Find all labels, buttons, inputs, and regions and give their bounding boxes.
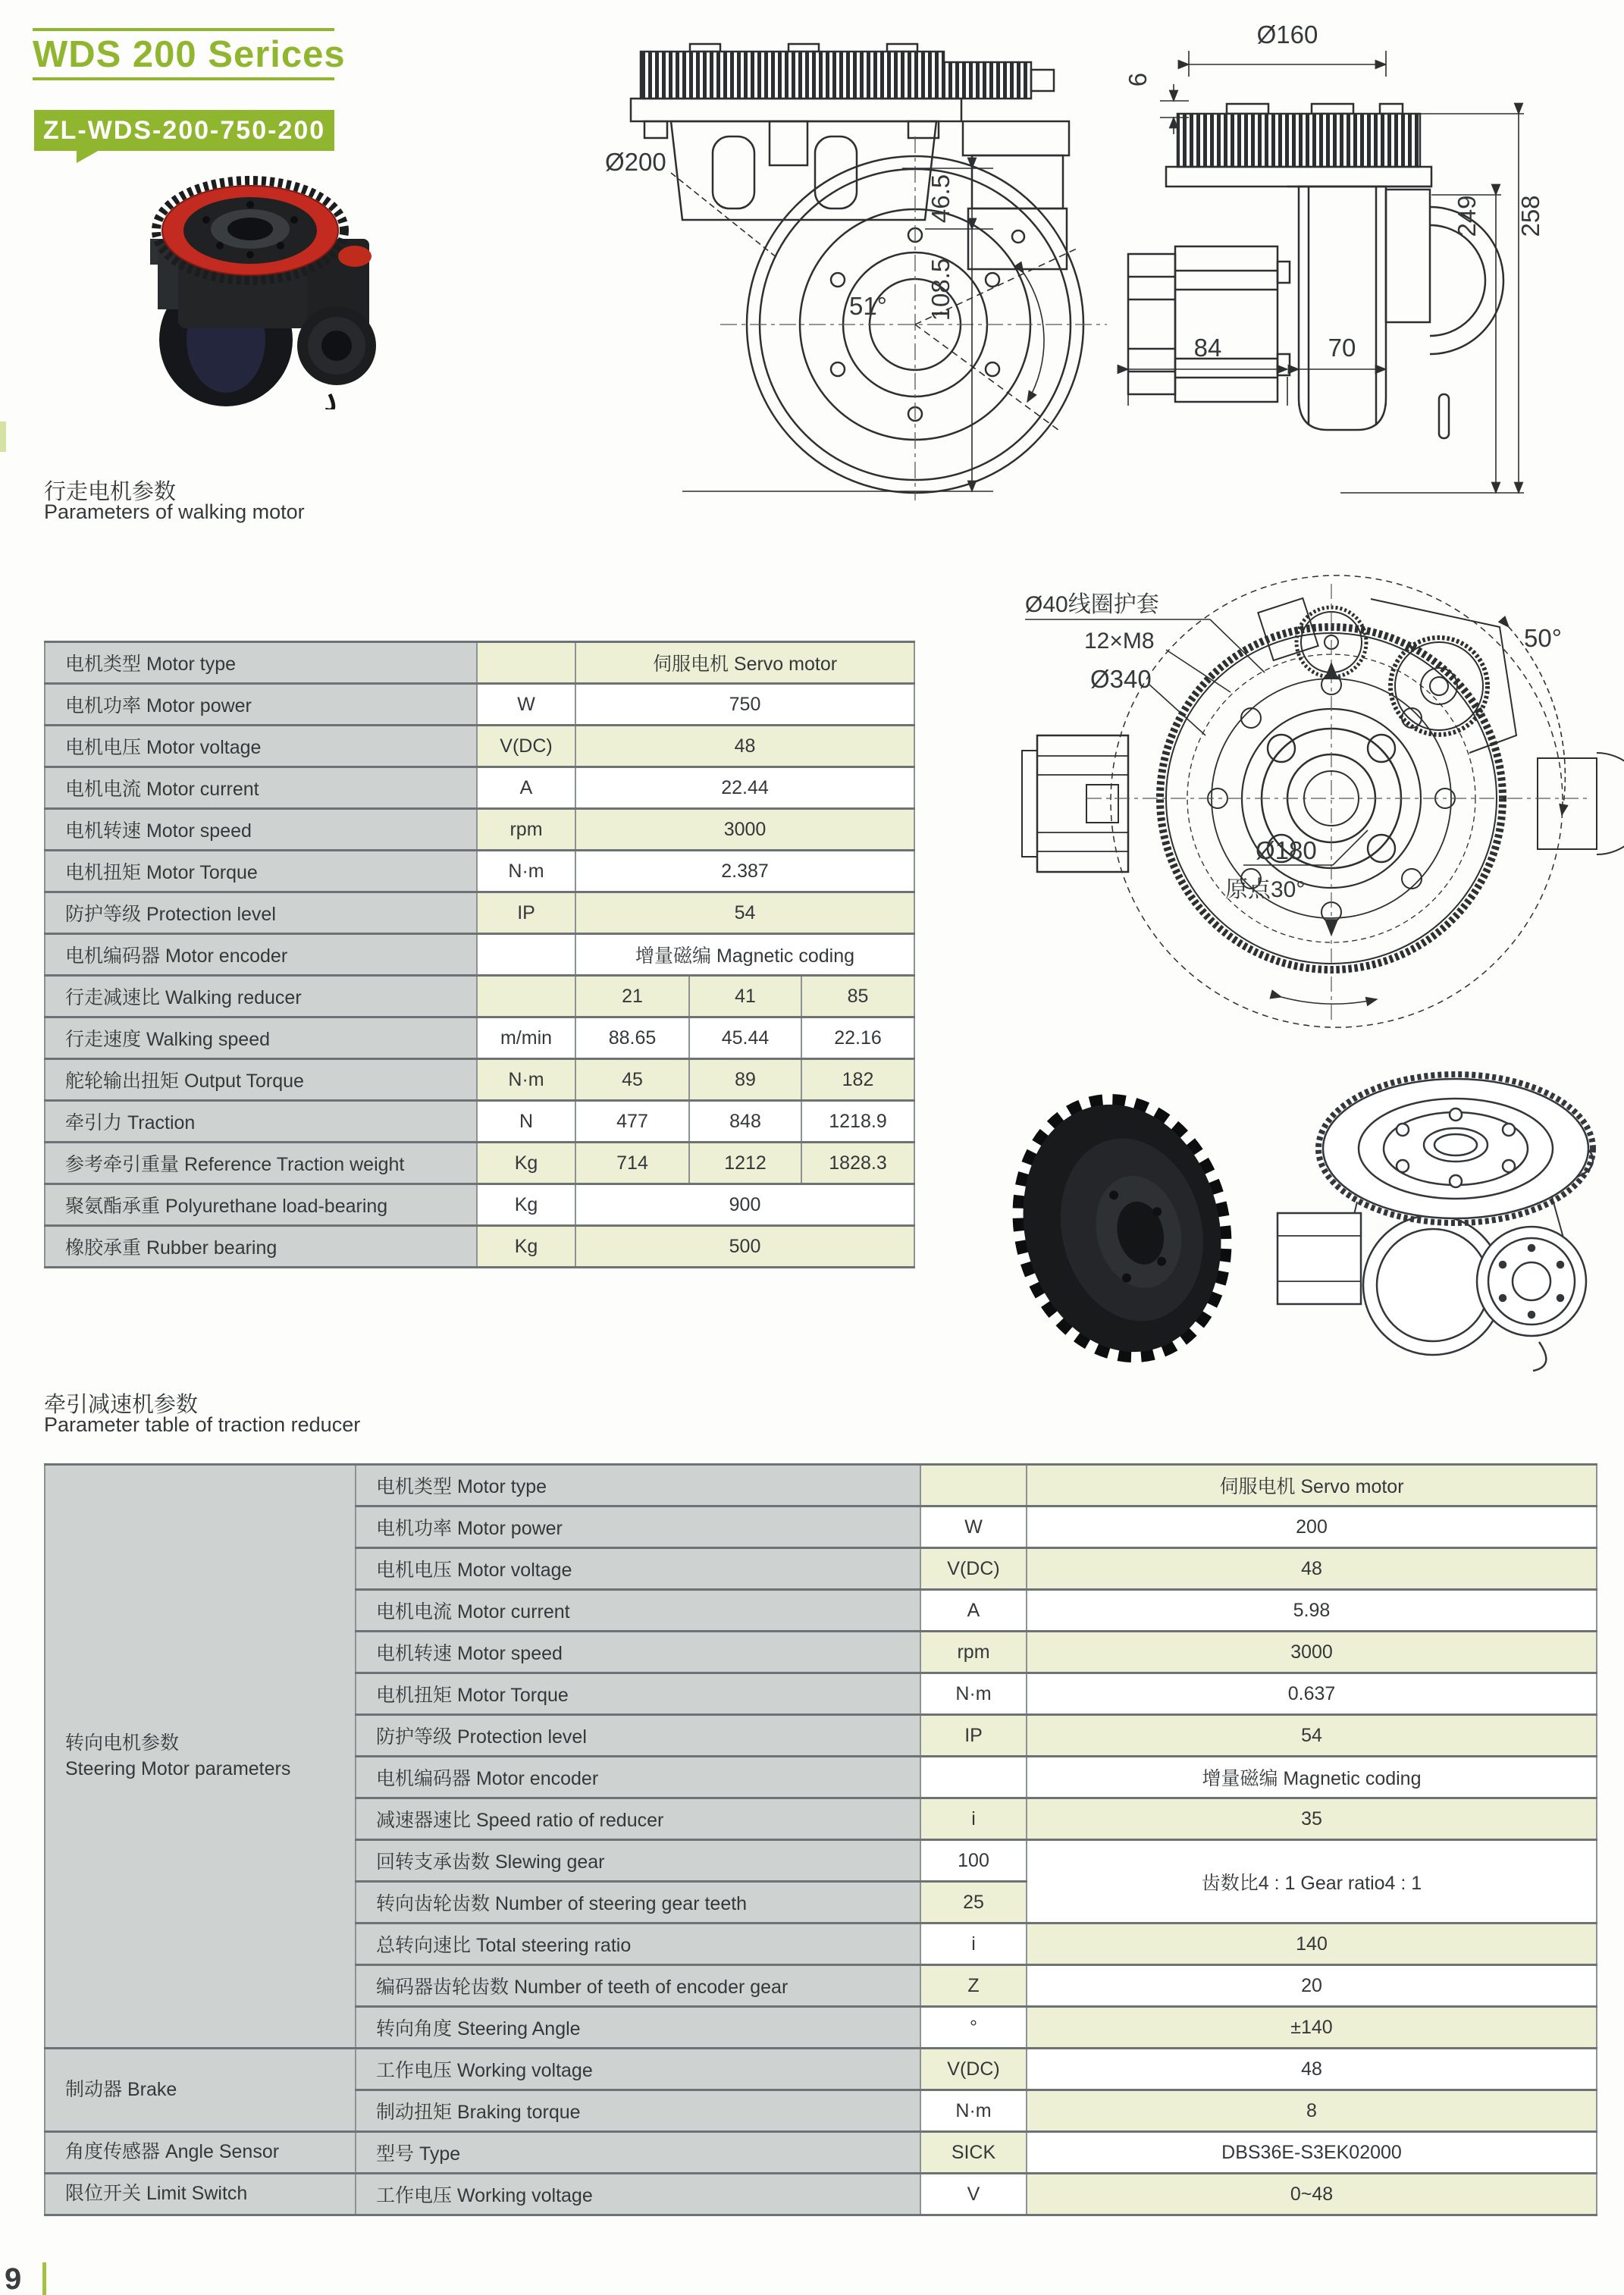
row-label: 防护等级 Protection level [356,1715,920,1757]
row-value: 477 [575,1101,689,1143]
row-value: 8 [1027,2090,1597,2132]
row-label: 行走减速比 Walking reducer [45,976,477,1017]
row-value: 54 [1027,1715,1597,1757]
row-unit: N·m [477,1059,575,1101]
section-walking-title-en: Parameters of walking motor [44,500,305,523]
row-label: 行走速度 Walking speed [45,1017,477,1059]
row-label: 总转向速比 Total steering ratio [356,1923,920,1965]
label-dia180: Ø180 [1256,836,1317,864]
row-label: 电机电压 Motor voltage [45,726,477,767]
row-label: 参考牵引重量 Reference Traction weight [45,1143,477,1184]
table-row [45,1101,914,1143]
dim-51deg: 51° [849,292,887,320]
row-value: 伺服电机 Servo motor [1027,1465,1597,1506]
row-value: 140 [1027,1923,1597,1965]
drawing-side-view [599,8,1107,500]
row-label: 橡胶承重 Rubber bearing [45,1226,477,1268]
table-row [45,726,914,767]
group-steering [45,1465,356,2049]
row-value: DBS36E-S3EK02000 [1027,2132,1597,2174]
row-label: 电机类型 Motor type [356,1465,920,1506]
page-number: 9 [5,2262,22,2295]
row-label: 转向角度 Steering Angle [356,2007,920,2049]
group-steering-en: Steering Motor parameters [65,1757,291,1779]
row-value: 714 [575,1143,689,1184]
row-unit: 25 [920,1882,1027,1923]
row-value: 89 [689,1059,801,1101]
section-traction-title-zh: 牵引减速机参数 [44,1393,199,1417]
row-value: 3000 [1027,1632,1597,1673]
row-value: 2.387 [575,851,914,892]
row-unit: Kg [477,1184,575,1226]
row-unit: V(DC) [920,2049,1027,2090]
dim-70: 70 [1328,334,1356,362]
row-unit [477,934,575,976]
row-unit: N [477,1101,575,1143]
drawing-top-view [1014,557,1624,1046]
row-label: 牵引力 Traction [45,1101,477,1143]
row-value: 500 [575,1226,914,1268]
assembly-iso-drawing [1278,1074,1593,1371]
label-50deg: 50° [1524,624,1562,652]
row-label: 制动扭矩 Braking torque [356,2090,920,2132]
dim-46-5: 46.5 [926,174,955,224]
dim-6: 6 [1124,72,1152,87]
row-unit: i [920,1923,1027,1965]
row-value: 54 [575,892,914,934]
row-value: 45.44 [689,1017,801,1059]
row-label: 转向齿轮齿数 Number of steering gear teeth [356,1882,920,1923]
table-row [45,2049,1597,2090]
row-value: 1212 [689,1143,801,1184]
row-unit: Kg [477,1143,575,1184]
row-label: 电机扭矩 Motor Torque [45,851,477,892]
row-unit: Kg [477,1226,575,1268]
row-label: 工作电压 Working voltage [356,2174,920,2215]
row-value: ±140 [1027,2007,1597,2049]
row-label: 电机功率 Motor power [356,1506,920,1548]
row-unit: N·m [920,1673,1027,1715]
row-unit: V(DC) [477,726,575,767]
row-unit: 100 [920,1840,1027,1882]
page-edge-tab [0,422,6,452]
row-unit: m/min [477,1017,575,1059]
row-label: 电机类型 Motor type [45,642,477,684]
table-row [45,1226,914,1268]
row-unit: N·m [920,2090,1027,2132]
table-row [45,642,914,684]
row-unit: N·m [477,851,575,892]
table-row [45,684,914,726]
dim-249: 249 [1453,195,1481,237]
table-row [45,2174,1597,2215]
table-row [45,892,914,934]
row-unit: ° [920,2007,1027,2049]
row-label: 聚氨酯承重 Polyurethane load-bearing [45,1184,477,1226]
row-value: 增量磁编 Magnetic coding [575,934,914,976]
row-unit: W [477,684,575,726]
row-value: 48 [1027,2049,1597,2090]
row-value: 48 [575,726,914,767]
product-photos-bottom [1008,1054,1624,1372]
row-value: 48 [1027,1548,1597,1590]
gear-ratio-cell: 齿数比4 : 1 Gear ratio4 : 1 [1027,1840,1597,1923]
walking-motor-table [44,641,915,1268]
dim-dia200: Ø200 [605,148,666,176]
page-title: WDS 200 Serices [33,34,346,75]
row-value: 21 [575,976,689,1017]
model-badge-tail [77,150,99,163]
row-label: 工作电压 Working voltage [356,2049,920,2090]
row-unit: Z [920,1965,1027,2007]
tire-photo [1008,1078,1252,1372]
row-value: 200 [1027,1506,1597,1548]
cable [325,394,334,409]
table-row [45,934,914,976]
row-label: 电机电流 Motor current [356,1590,920,1632]
drawing-front-view [1113,4,1624,500]
row-unit [477,642,575,684]
row-label: 电机功率 Motor power [45,684,477,726]
row-label: 电机转速 Motor speed [356,1632,920,1673]
row-value: 88.65 [575,1017,689,1059]
table-row [45,2132,1597,2174]
row-label: 电机编码器 Motor encoder [45,934,477,976]
row-label: 型号 Type [356,2132,920,2174]
group-brake: 制动器 Brake [45,2049,356,2132]
row-value: 5.98 [1027,1590,1597,1632]
table-row [45,809,914,851]
label-coil-guard: Ø40线圈护套 [1025,592,1159,617]
row-label: 电机电压 Motor voltage [356,1548,920,1590]
table-row [45,851,914,892]
row-value: 848 [689,1101,801,1143]
title-rule-top [33,28,334,31]
row-value: 35 [1027,1798,1597,1840]
dim-dia160: Ø160 [1256,20,1318,49]
row-label: 编码器齿轮齿数 Number of teeth of encoder gear [356,1965,920,2007]
row-unit: A [477,767,575,809]
table-row [45,1184,914,1226]
group-steering-zh: 转向电机参数 [65,1732,180,1754]
row-value: 1218.9 [801,1101,914,1143]
row-unit: IP [477,892,575,934]
page-number-divider [42,2262,46,2295]
row-value: 750 [575,684,914,726]
title-rule-bottom [33,77,334,80]
row-unit: W [920,1506,1027,1548]
row-value: 3000 [575,809,914,851]
row-unit: V(DC) [920,1548,1027,1590]
row-label: 回转支承齿数 Slewing gear [356,1840,920,1882]
row-unit [477,976,575,1017]
section-traction-title-en: Parameter table of traction reducer [44,1413,361,1436]
row-label: 电机转速 Motor speed [45,809,477,851]
group-limit-switch: 限位开关 Limit Switch [45,2174,356,2215]
row-label: 减速器速比 Speed ratio of reducer [356,1798,920,1840]
row-value: 182 [801,1059,914,1101]
row-label: 舵轮输出扭矩 Output Torque [45,1059,477,1101]
dim-108-5: 108.5 [926,258,955,321]
row-label: 电机电流 Motor current [45,767,477,809]
row-unit: IP [920,1715,1027,1757]
model-badge: ZL-WDS-200-750-200 [34,110,334,151]
row-value: 900 [575,1184,914,1226]
row-unit [920,1465,1027,1506]
label-dia340: Ø340 [1090,665,1152,693]
group-angle-sensor: 角度传感器 Angle Sensor [45,2132,356,2174]
row-unit: SICK [920,2132,1027,2174]
row-value: 伺服电机 Servo motor [575,642,914,684]
row-value: 增量磁编 Magnetic coding [1027,1757,1597,1798]
row-unit: rpm [477,809,575,851]
row-value: 22.16 [801,1017,914,1059]
row-unit: i [920,1798,1027,1840]
row-unit [920,1757,1027,1798]
row-label: 防护等级 Protection level [45,892,477,934]
product-photo [136,167,379,409]
label-12xM8: 12×M8 [1084,629,1155,654]
row-value: 20 [1027,1965,1597,2007]
row-value: 0.637 [1027,1673,1597,1715]
table-row [45,1465,1597,1506]
row-unit: V [920,2174,1027,2215]
row-value: 41 [689,976,801,1017]
row-unit: rpm [920,1632,1027,1673]
table-row [45,1017,914,1059]
row-value: 45 [575,1059,689,1101]
row-value: 22.44 [575,767,914,809]
table-row [45,767,914,809]
row-label: 电机编码器 Motor encoder [356,1757,920,1798]
row-value: 85 [801,976,914,1017]
row-unit: A [920,1590,1027,1632]
dim-84: 84 [1193,334,1222,362]
table-row [45,976,914,1017]
table-row [45,1143,914,1184]
traction-reducer-table [44,1463,1597,2216]
section-walking-title-zh: 行走电机参数 [44,480,177,504]
row-label: 电机扭矩 Motor Torque [356,1673,920,1715]
row-value: 1828.3 [801,1143,914,1184]
table-row [45,1059,914,1101]
dim-258: 258 [1516,195,1544,237]
row-value: 0~48 [1027,2174,1597,2215]
label-origin-30deg: 原点30° [1225,877,1306,902]
